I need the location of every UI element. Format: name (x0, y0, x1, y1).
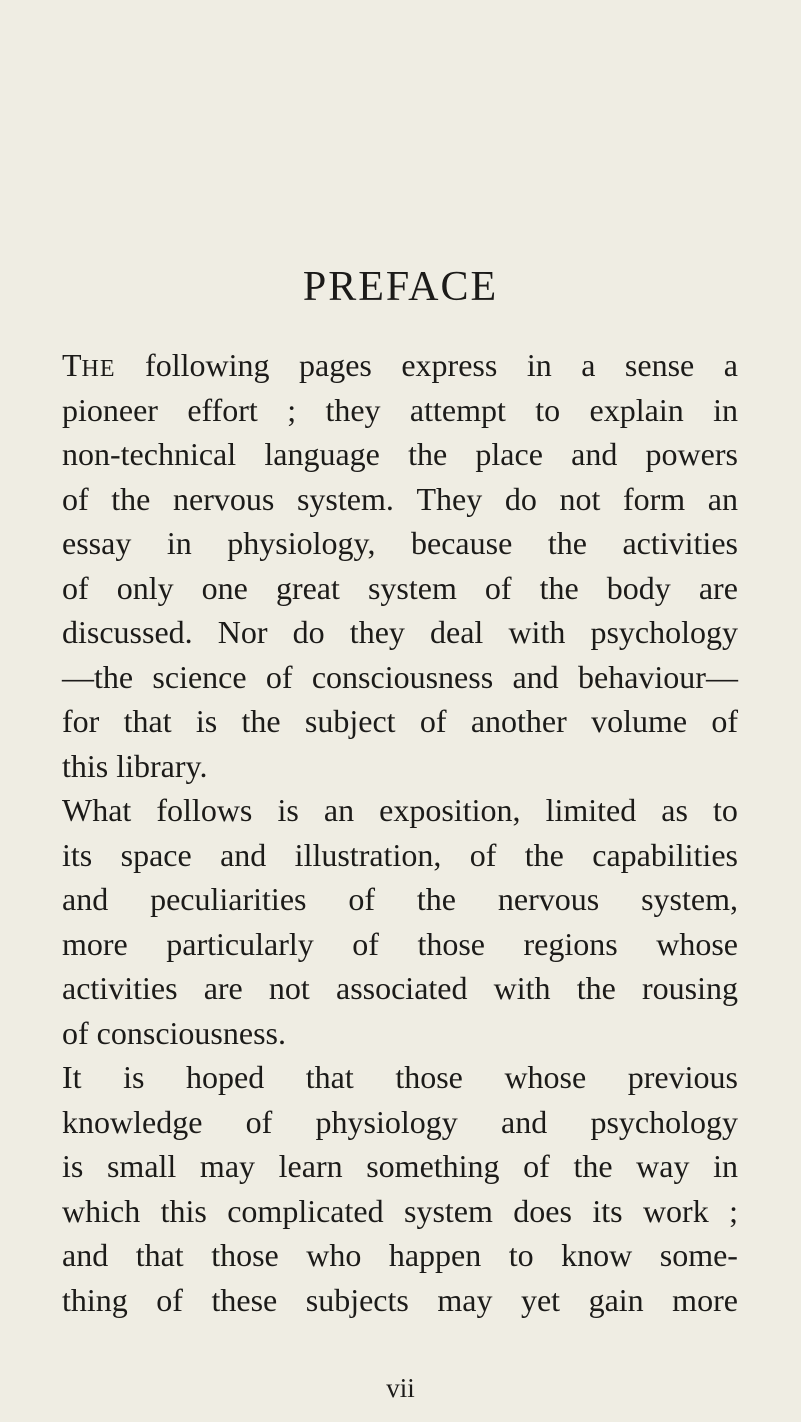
text-line: its space and illustration, of the capabilities (62, 836, 738, 873)
text-line: essay in physiology, because the activities (62, 525, 738, 561)
text-line: It is hoped that those whose previous (62, 1059, 738, 1095)
text-line: of only one great system of the body are (62, 569, 738, 606)
text-line: non-technical language the place and powers (62, 436, 738, 472)
text-line: this library. (62, 747, 208, 784)
text-line: discussed. Nor do they deal with psychology (62, 614, 738, 650)
text-line: more particularly of those regions whose (62, 925, 738, 962)
text-line: for that is the subject of another volume of (62, 703, 738, 739)
text-line: thing of these subjects may yet gain more (62, 1281, 738, 1318)
text-line: knowledge of physiology and psychology (62, 1103, 738, 1140)
text-line: of the nervous system. They do not form an (62, 480, 738, 517)
page-title: PREFACE (302, 264, 499, 310)
text-line: which this complicated system does its work ; (62, 1192, 738, 1229)
text-line: —the science of consciousness and behaviour— (62, 658, 738, 695)
text-line: THE following pages express in a sense a (62, 343, 738, 388)
small-caps-lead-word: THE (62, 347, 116, 383)
text-line: activities are not associated with the rousing (62, 970, 738, 1006)
text-line: What follows is an exposition, limited as to (62, 792, 738, 828)
text-line: is small may learn something of the way in (62, 1148, 738, 1184)
text-line: of consciousness. (62, 1014, 286, 1051)
preface-body (62, 343, 738, 1322)
text-line: and peculiarities of the nervous system, (62, 881, 738, 917)
text-line: pioneer effort ; they attempt to explain in (62, 391, 738, 428)
text-line: and that those who happen to know some- (62, 1237, 738, 1273)
page-number: vii (386, 1373, 415, 1403)
